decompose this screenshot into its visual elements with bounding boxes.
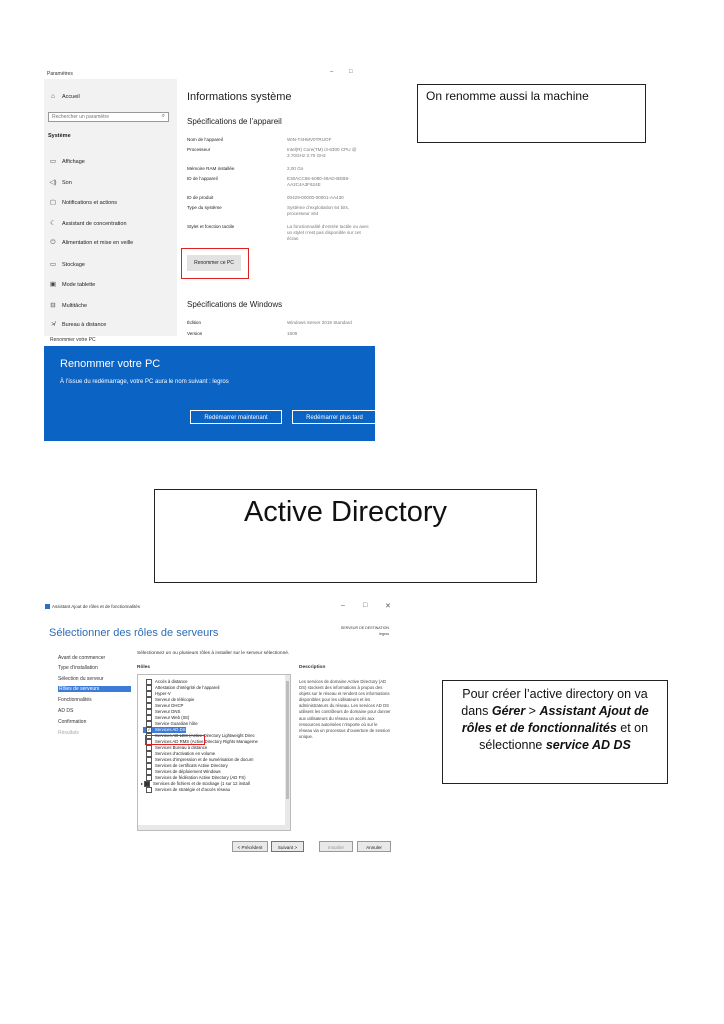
home-icon: ⌂ bbox=[51, 93, 55, 100]
role-label: Services de fichiers et de stockage (1 sur 12 install bbox=[153, 781, 250, 787]
dialog-message: À l’issue du redémarrage, votre PC aura le nom suivant : legros bbox=[60, 379, 229, 385]
search-icon: ⌕ bbox=[161, 113, 165, 119]
close-button[interactable]: ✕ bbox=[385, 603, 391, 610]
role-label: Services Bureau à distance bbox=[155, 745, 208, 751]
role-label: Services de fédération Active Directory (AD FS) bbox=[155, 775, 246, 781]
sidebar-item-power[interactable] bbox=[48, 239, 133, 247]
cancel-button[interactable]: Annuler bbox=[357, 841, 391, 852]
role-label: Services d’activation en volume bbox=[155, 751, 216, 757]
rename-callout-text: On renomme aussi la machine bbox=[426, 89, 589, 103]
device-specs-title: Spécifications de l’appareil bbox=[187, 117, 282, 126]
sidebar-item-storage[interactable] bbox=[48, 260, 85, 268]
sidebar-item-label: Son bbox=[62, 180, 72, 186]
settings-window-title: Paramètres bbox=[47, 71, 73, 77]
expand-icon[interactable]: ▸ bbox=[141, 781, 144, 787]
role-label: Attestation d’intégrité de l’appareil bbox=[155, 685, 220, 691]
server-manager-icon bbox=[45, 604, 50, 609]
callout-emphasis-wizard: Assistant Ajout de rôles et de fonctionnalités bbox=[461, 704, 649, 735]
spec-value: Système d’exploitation 64 bits, processeur x64 bbox=[287, 205, 350, 217]
previous-button[interactable]: < Précédent bbox=[232, 841, 268, 852]
maximize-button[interactable]: □ bbox=[363, 602, 368, 609]
notification-icon: ▢ bbox=[49, 199, 57, 206]
section-heading-box bbox=[154, 489, 537, 583]
tablet-icon: ▣ bbox=[49, 281, 57, 288]
sidebar-item-label: Assistant de concentration bbox=[62, 221, 127, 227]
dialog-body bbox=[44, 346, 375, 441]
role-label: Services AD RMS (Active Directory Rights Manageme bbox=[155, 739, 258, 745]
wizard-step: Résultats bbox=[58, 730, 79, 736]
rename-dialog bbox=[44, 336, 375, 441]
sidebar-item-tablet-mode[interactable] bbox=[48, 280, 95, 288]
minimize-button[interactable]: – bbox=[330, 69, 334, 75]
wizard-step[interactable]: AD DS bbox=[58, 708, 74, 714]
sidebar-item-focus-assist[interactable] bbox=[48, 219, 127, 227]
windows-specs-title: Spécifications de Windows bbox=[187, 300, 283, 309]
wizard-step[interactable]: Fonctionnalités bbox=[58, 697, 92, 703]
spec-value: E30ACC66-5080-49AD-BEB8-AA2C4A3F624E bbox=[287, 176, 350, 188]
roles-list[interactable] bbox=[137, 674, 291, 831]
sidebar-item-label: Notifications et actions bbox=[62, 200, 118, 206]
role-label: Hyper-V bbox=[155, 691, 171, 697]
role-label: Serveur DNS bbox=[155, 709, 181, 715]
wizard-window-title: Assistant Ajout de rôles et de fonctionnalités bbox=[52, 604, 141, 609]
wizard-titlebar bbox=[45, 604, 140, 609]
dialog-window-title: Renommer votre PC bbox=[50, 337, 96, 343]
spec-key: ID de produit bbox=[187, 195, 214, 200]
maximize-button[interactable]: □ bbox=[349, 69, 353, 75]
spec-key: Nom de l’appareil bbox=[187, 137, 223, 142]
roles-horizontal-scrollbar[interactable] bbox=[138, 825, 290, 830]
spec-key: Mémoire RAM installée bbox=[187, 166, 235, 171]
spec-value: Windows Server 2019 Standard bbox=[287, 320, 352, 325]
spec-key: ID de l’appareil bbox=[187, 176, 218, 181]
role-label: Services de certificats Active Directory bbox=[155, 763, 228, 769]
spec-value: 00429-00000-00001-AA430 bbox=[287, 195, 344, 200]
sidebar-item-sound[interactable] bbox=[48, 178, 72, 186]
callout-text-part: Pour créer l’active directory on va dans bbox=[461, 687, 648, 718]
sidebar-item-label: Bureau à distance bbox=[62, 322, 107, 328]
storage-icon: ▭ bbox=[49, 261, 57, 268]
role-label: Service Guardian hôte bbox=[155, 721, 198, 727]
sidebar-item-label: Multitâche bbox=[62, 303, 88, 309]
restart-now-button[interactable]: Redémarrer maintenant bbox=[190, 410, 282, 424]
spec-value: La fonctionnalité d’entrée tactile ou avec un stylet n’est pas disponible sur cet écran bbox=[287, 224, 369, 242]
remote-icon: ≯ bbox=[51, 321, 55, 328]
wizard-step[interactable]: Avant de commencer bbox=[58, 655, 106, 661]
next-button[interactable]: Suivant > bbox=[271, 841, 304, 852]
minimize-button[interactable]: – bbox=[341, 602, 345, 609]
sidebar-item-remote-desktop[interactable] bbox=[48, 321, 106, 328]
spec-value: WIN-T4HMV0TRUOF bbox=[287, 137, 332, 142]
wizard-step[interactable]: Sélection du serveur bbox=[58, 676, 104, 682]
checkbox-checked[interactable]: ✓ bbox=[147, 726, 151, 732]
wizard-step[interactable]: Confirmation bbox=[58, 719, 87, 725]
spec-key: Type du système bbox=[187, 205, 222, 210]
description-label: Description bbox=[299, 665, 326, 670]
spec-key: Édition bbox=[187, 320, 202, 325]
callout-text-part: et on sélectionne bbox=[479, 721, 649, 752]
rename-pc-button[interactable]: Renommer ce PC bbox=[187, 255, 241, 271]
speaker-icon: ◁) bbox=[49, 179, 57, 186]
role-item[interactable] bbox=[146, 787, 230, 793]
role-label: Serveur DHCP bbox=[155, 703, 184, 709]
ad-callout-text bbox=[449, 686, 661, 754]
wizard-screenshot bbox=[42, 599, 397, 860]
sidebar-item-label: Mode tablette bbox=[62, 282, 96, 288]
sidebar-item-notifications[interactable] bbox=[48, 198, 117, 206]
spec-value: 2,00 Go bbox=[287, 166, 304, 171]
settings-main bbox=[177, 79, 375, 349]
sidebar-item-display[interactable] bbox=[48, 157, 85, 165]
settings-titlebar bbox=[44, 69, 375, 79]
restart-later-button[interactable]: Redémarrer plus tard bbox=[292, 410, 375, 424]
search-placeholder: Rechercher un paramètre bbox=[52, 114, 109, 120]
spec-key: Version bbox=[187, 331, 203, 336]
settings-sidebar bbox=[44, 79, 177, 349]
monitor-icon: ▭ bbox=[49, 158, 57, 165]
role-label: Accès à distance bbox=[155, 679, 188, 685]
sidebar-section-label: Système bbox=[48, 133, 71, 139]
sidebar-item-label: Accueil bbox=[62, 94, 80, 100]
moon-icon: ☾ bbox=[50, 220, 56, 227]
ad-callout bbox=[442, 680, 668, 784]
section-heading: Active Directory bbox=[243, 496, 448, 528]
sidebar-item-home[interactable] bbox=[48, 93, 80, 100]
role-label: Services AD LDS (Active Directory Lightweight Direc bbox=[155, 733, 255, 739]
role-label: Serveur de télécopie bbox=[155, 697, 195, 703]
callout-text-part: > bbox=[525, 704, 540, 718]
wizard-heading: Sélectionner des rôles de serveurs bbox=[49, 627, 219, 639]
spec-value: Intel(R) Core(TM) i3-6300 CPU @ 3.70GHz 3.70 GHz bbox=[287, 147, 357, 159]
role-label: Services AD DS bbox=[155, 727, 186, 733]
role-label: Services de stratégie et d’accès réseau bbox=[155, 787, 230, 793]
roles-vertical-scrollbar[interactable] bbox=[285, 675, 290, 830]
highlight-box bbox=[181, 248, 249, 279]
sidebar-item-label: Stockage bbox=[62, 262, 85, 268]
wizard-step[interactable]: Type d’installation bbox=[58, 665, 98, 671]
dialog-heading: Renommer votre PC bbox=[60, 358, 161, 370]
multitask-icon: ⊟ bbox=[50, 302, 56, 309]
callout-emphasis-gerer: Gérer bbox=[491, 704, 526, 718]
settings-screenshot bbox=[44, 69, 375, 441]
sidebar-item-multitasking[interactable] bbox=[48, 301, 87, 309]
spec-key: Processeur bbox=[187, 147, 211, 152]
search-input[interactable] bbox=[48, 112, 169, 122]
power-icon: ⏻ bbox=[50, 239, 56, 246]
role-label: Services de déploiement Windows bbox=[155, 769, 221, 775]
checkbox[interactable] bbox=[146, 787, 152, 793]
wizard-intro: Sélectionnez un ou plusieurs rôles à installer sur le serveur sélectionné. bbox=[137, 651, 290, 656]
role-label: Serveur Web (IIS) bbox=[155, 715, 190, 721]
install-button: Installer bbox=[319, 841, 353, 852]
spec-value: 1809 bbox=[287, 331, 298, 336]
role-label: Services d’impression et de numérisation de docum bbox=[155, 757, 254, 763]
scrollbar-thumb[interactable] bbox=[286, 681, 289, 799]
callout-emphasis-service: service AD DS bbox=[545, 738, 631, 752]
destination-server-name: legros bbox=[379, 632, 389, 636]
highlight-box bbox=[145, 735, 205, 745]
sidebar-item-label: Affichage bbox=[62, 159, 85, 165]
page-title: Informations système bbox=[187, 91, 292, 103]
roles-label: Rôles bbox=[137, 665, 151, 670]
spec-key: Stylet et fonction tactile bbox=[187, 224, 235, 229]
destination-server-label: SERVEUR DE DESTINATION bbox=[340, 626, 389, 630]
wizard-step-active[interactable]: Rôles de serveurs bbox=[58, 686, 131, 692]
rename-callout bbox=[417, 84, 646, 143]
sidebar-item-label: Alimentation et mise en veille bbox=[62, 240, 134, 246]
role-description: Les services de domaine Active Directory (AD DS) stockent des informations à propos des objets sur le réseau et rendent ces informations disponibles pour les utilisateurs et les administrateurs du réseau. Les services AD DS utilisent les contrôleurs de domaine pour donner aux utilisateurs du réseau un accès aux ressources autorisées n’importe où sur le réseau via un processus d’ouverture de session unique. bbox=[299, 679, 391, 739]
